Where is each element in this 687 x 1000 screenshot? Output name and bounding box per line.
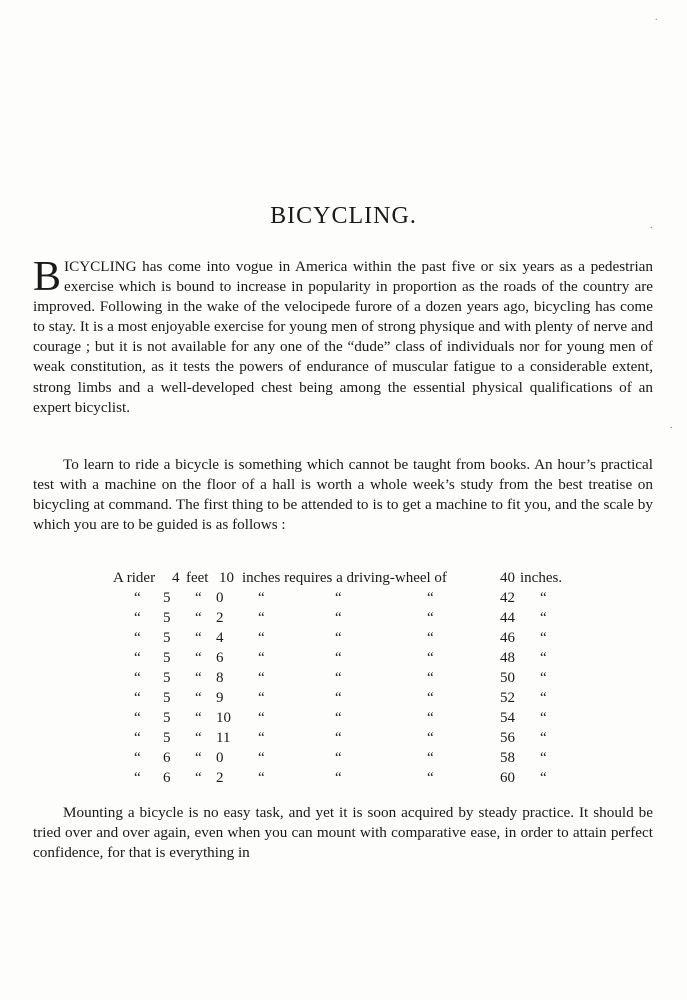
- row-feet: 5: [163, 630, 171, 646]
- paragraph-intro-text: ICYCLING has come into vogue in America within the past five or six years as a pedestrian exercise which is bound to increase in popularity in proportion as the roads of the country are improved. Following in the wake of the velocipede furore of a dozen years ago, bicycling has come to stay. It is a most enjoyable exercise for young men of strong physique and with plenty of nerve and courage ; but it is not available for any one of the “dude” class of individuals nor for young men of weak constitution, as it tests the powers of endurance of muscular fatigue to a considerable extent, strong limbs and a well-developed chest being among the essential physical qualifications of an expert bicyclist.: [33, 258, 653, 416]
- ditto-mark: “: [258, 730, 265, 746]
- ditto-mark: “: [540, 590, 547, 606]
- ditto-mark: “: [258, 770, 265, 786]
- margin-speck: .: [650, 220, 653, 231]
- ditto-mark: “: [540, 750, 547, 766]
- row-feet: 5: [163, 690, 171, 706]
- ditto-mark: “: [427, 670, 434, 686]
- row-inches: 10: [216, 710, 231, 726]
- paragraph-learning: To learn to ride a bicycle is something which cannot be taught from books. An hour’s practical test with a machine on the floor of a hall is worth a whole week’s study from the best treatise on bicycling at command. The first thing to be attended to is to get a machine to fit you, and the scale by which you are to be guided is as follows :: [33, 456, 653, 534]
- ditto-mark: “: [427, 650, 434, 666]
- ditto-mark: “: [195, 770, 202, 786]
- ditto-mark: “: [540, 730, 547, 746]
- ditto-mark: “: [335, 770, 342, 786]
- ditto-mark: “: [134, 630, 141, 646]
- row-inches: 11: [216, 730, 231, 746]
- ditto-mark: “: [540, 710, 547, 726]
- row-wheel: 46: [500, 630, 515, 646]
- ditto-mark: “: [540, 770, 547, 786]
- table-row: [0, 610, 687, 630]
- ditto-mark: “: [195, 590, 202, 606]
- ditto-mark: “: [258, 590, 265, 606]
- row-wheel: 56: [500, 730, 515, 746]
- table-row: [0, 750, 687, 770]
- ditto-mark: “: [335, 650, 342, 666]
- row-feet: 5: [163, 670, 171, 686]
- row-feet: 5: [163, 590, 171, 606]
- row-inches-text: inches requires a driving-wheel of: [242, 570, 447, 586]
- ditto-mark: “: [195, 670, 202, 686]
- ditto-mark: “: [134, 770, 141, 786]
- ditto-mark: “: [427, 590, 434, 606]
- ditto-mark: “: [258, 690, 265, 706]
- ditto-mark: “: [134, 590, 141, 606]
- ditto-mark: “: [335, 690, 342, 706]
- row-feet: 5: [163, 610, 171, 626]
- paragraph-intro: [33, 254, 653, 418]
- row-wheel: 54: [500, 710, 515, 726]
- ditto-mark: “: [427, 630, 434, 646]
- ditto-mark: “: [195, 610, 202, 626]
- table-row: [0, 630, 687, 650]
- table-row: [0, 650, 687, 670]
- row-wheel: 42: [500, 590, 515, 606]
- row-wheel: 60: [500, 770, 515, 786]
- ditto-mark: “: [134, 610, 141, 626]
- table-row: [0, 710, 687, 730]
- ditto-mark: “: [540, 650, 547, 666]
- row-wheel: 50: [500, 670, 515, 686]
- table-row: [0, 730, 687, 750]
- ditto-mark: “: [335, 630, 342, 646]
- row-inches: 8: [216, 670, 224, 686]
- row-inches: 9: [216, 690, 224, 706]
- row-inches: 0: [216, 750, 224, 766]
- ditto-mark: “: [427, 710, 434, 726]
- table-row: [0, 590, 687, 610]
- row-feet-word: feet: [186, 570, 209, 586]
- row-wheel: 48: [500, 650, 515, 666]
- row-wheel-unit: inches.: [520, 570, 563, 586]
- ditto-mark: “: [134, 650, 141, 666]
- row-wheel: 44: [500, 610, 515, 626]
- row-inches: 2: [216, 770, 224, 786]
- ditto-mark: “: [134, 690, 141, 706]
- row-inches: 2: [216, 610, 224, 626]
- ditto-mark: “: [195, 710, 202, 726]
- drop-cap: B: [33, 254, 62, 300]
- ditto-mark: “: [134, 730, 141, 746]
- row-inches: 4: [216, 630, 224, 646]
- table-row: [0, 670, 687, 690]
- ditto-mark: “: [258, 650, 265, 666]
- ditto-mark: “: [195, 750, 202, 766]
- row-inches: 6: [216, 650, 224, 666]
- ditto-mark: “: [540, 670, 547, 686]
- ditto-mark: “: [427, 610, 434, 626]
- row-wheel: 40: [500, 570, 515, 586]
- ditto-mark: “: [195, 690, 202, 706]
- ditto-mark: “: [195, 630, 202, 646]
- ditto-mark: “: [427, 750, 434, 766]
- row-lead: A rider: [113, 570, 156, 586]
- ditto-mark: “: [427, 770, 434, 786]
- row-feet: 5: [163, 650, 171, 666]
- ditto-mark: “: [134, 710, 141, 726]
- ditto-mark: “: [335, 590, 342, 606]
- row-feet: 6: [163, 770, 171, 786]
- ditto-mark: “: [134, 670, 141, 686]
- ditto-mark: “: [258, 750, 265, 766]
- ditto-mark: “: [258, 710, 265, 726]
- row-feet: 5: [163, 730, 171, 746]
- ditto-mark: “: [540, 630, 547, 646]
- row-feet: 5: [163, 710, 171, 726]
- ditto-mark: “: [258, 670, 265, 686]
- ditto-mark: “: [540, 690, 547, 706]
- page-title: BICYCLING.: [270, 203, 417, 229]
- row-inches: 0: [216, 590, 224, 606]
- row-wheel: 58: [500, 750, 515, 766]
- table-row: [0, 570, 687, 590]
- table-row: [0, 770, 687, 790]
- ditto-mark: “: [335, 610, 342, 626]
- ditto-mark: “: [134, 750, 141, 766]
- ditto-mark: “: [195, 650, 202, 666]
- row-wheel: 52: [500, 690, 515, 706]
- ditto-mark: “: [258, 630, 265, 646]
- table-row: [0, 690, 687, 710]
- row-feet: 4: [172, 570, 180, 586]
- ditto-mark: “: [258, 610, 265, 626]
- paragraph-mounting: Mounting a bicycle is no easy task, and yet it is soon acquired by steady practice. It should be tried over and over again, even when you can mount with comparative ease, in order to attain perfect confidence, for that is everything in: [33, 804, 653, 862]
- ditto-mark: “: [540, 610, 547, 626]
- ditto-mark: “: [335, 670, 342, 686]
- ditto-mark: “: [427, 730, 434, 746]
- row-inches: 10: [219, 570, 234, 586]
- ditto-mark: “: [427, 690, 434, 706]
- ditto-mark: “: [335, 750, 342, 766]
- ditto-mark: “: [335, 730, 342, 746]
- ditto-mark: “: [335, 710, 342, 726]
- ditto-mark: “: [195, 730, 202, 746]
- margin-speck: .: [670, 420, 673, 431]
- row-feet: 6: [163, 750, 171, 766]
- margin-speck: .: [655, 12, 658, 23]
